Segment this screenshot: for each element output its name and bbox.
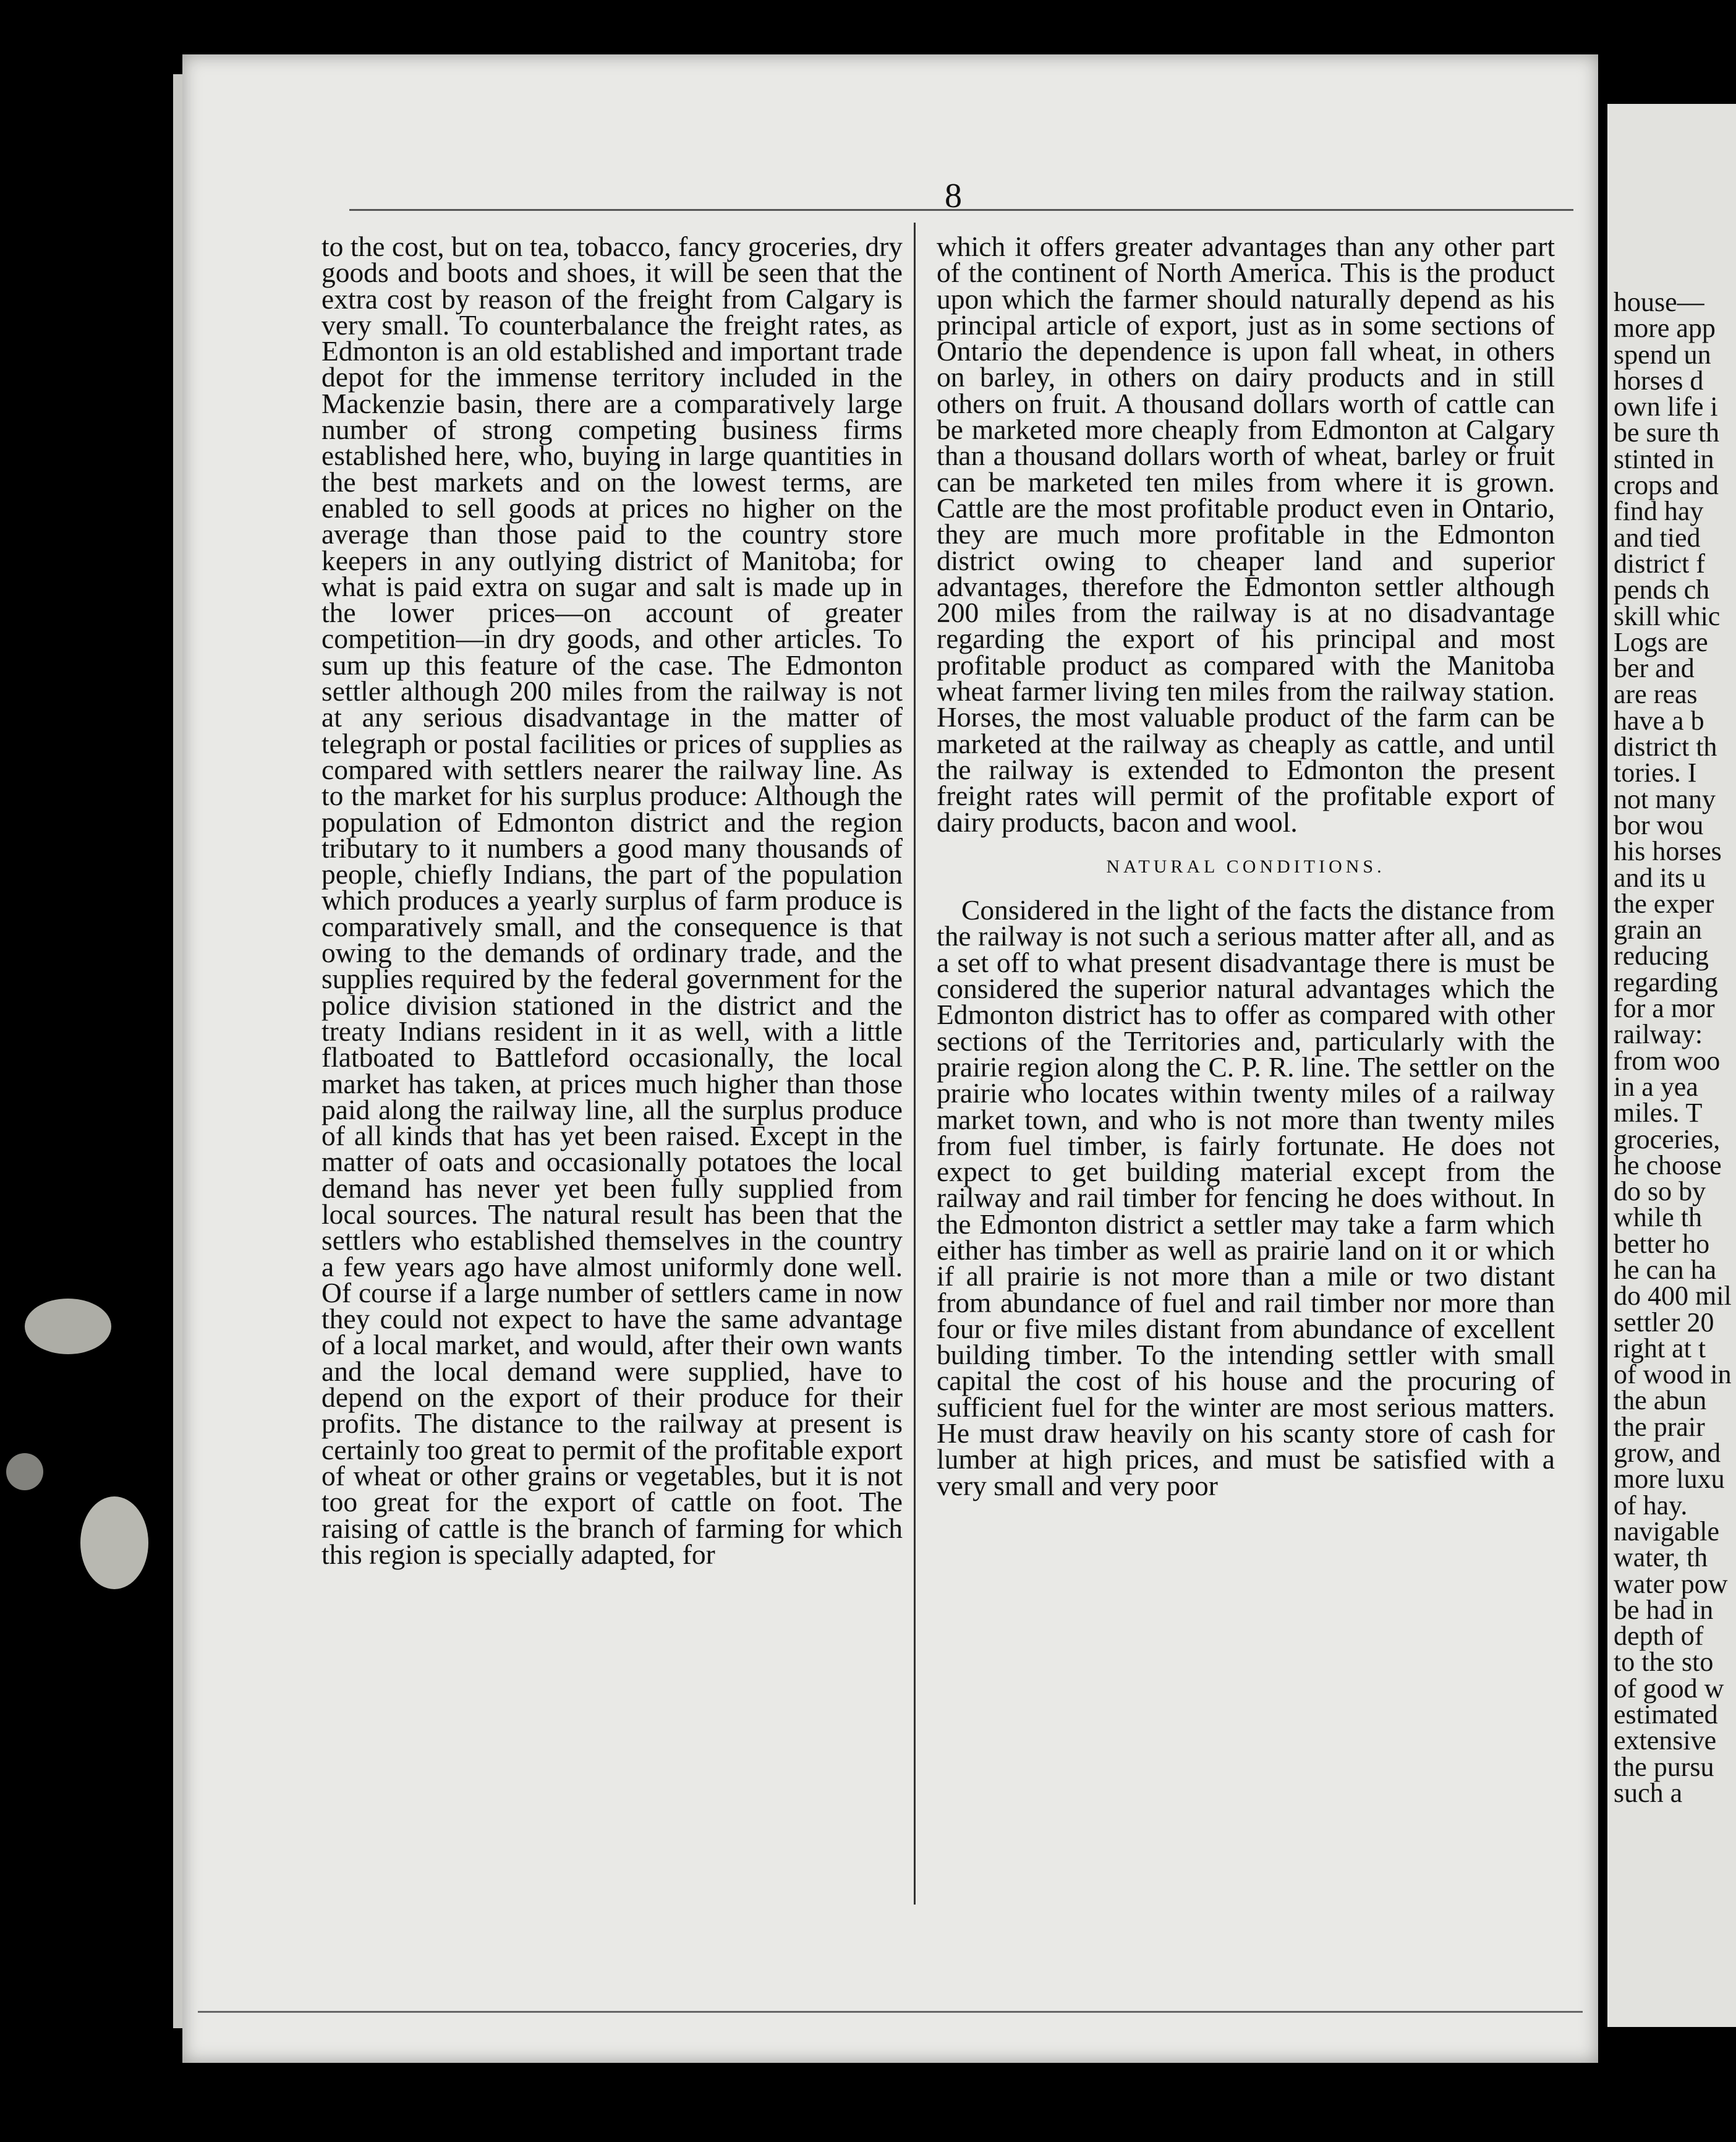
right-column xyxy=(937,231,1555,1501)
section-heading: NATURAL CONDITIONS. xyxy=(1106,856,1385,877)
right-column-top-text: which it offers greater advantages than any other part of the continent of North America. This is the product upon which the farmer should naturally depend as his principal article of export, just as in some sections of Ontario the dependence is upon fall wheat, in others on barley, in others on dairy products and in still others on fruit. A thousand dollars worth of cattle can be marketed more cheaply from Edmonton at Calgary than a thousand dollars worth of wheat, barley or fruit can be marketed ten miles from where it is grown. Cattle are the most profitable product even in Ontario, they are much more profitable in the Edmonton district owing to cheaper land and superior advantages, therefore the Edmonton settler although 200 miles from the railway is at no disadvantage regarding the export of his principal and most profitable product as compared with the Manitoba wheat farmer living ten miles from the railway station. Horses, the most valuable product of the farm can be marketed at the railway as cheaply as cattle, and until the railway is extended to Edmonton the present freight rates will permit of the profitable export of dairy products, bacon and wool. xyxy=(937,231,1555,838)
film-speck xyxy=(80,1496,148,1589)
left-column xyxy=(321,231,903,1570)
footer-rule xyxy=(198,2011,1583,2013)
page-number: 8 xyxy=(945,177,962,215)
right-column-bottom-text: Considered in the light of the facts the distance from the railway is not such a serious matter after all, and as a set off to what present disadvantage there is must be considered the superior natural advantages which the Edmonton district has to offer as compared with other sections of the Territories and, particularly with the prairie region along the C. P. R. line. The settler on the prairie who locates within twenty miles of a railway market town, and who is not more than twenty miles from fuel timber, is fairly fortunate. He does not expect to get building material except from the railway and rail timber for fencing he does without. In the Edmonton district a settler may take a farm which either has timber as well as prairie land on it or which if all prairie is not more than a mile or two distant from abundance of fuel and rail timber nor more than four or five miles distant from abundance of excellent building timber. To the intending settler with small capital the cost of his house and the procuring of sufficient fuel for the winter are most serious matters. He must draw heavily on his scanty store of cash for lumber at high prices, and must be satisfied with a very small and very poor xyxy=(937,894,1555,1501)
adjacent-page xyxy=(1607,104,1736,2027)
adjacent-page-text: house— more app spend un horses d own life i be sure th stinted in crops and find hay and tied district f pends ch skill whic Logs are ber and are reas have a b district th tories. I not many bor wou his horses and its u the exper grain an reducing regarding for a mor railway: from woo in a yea miles. T groceries, he choose do so by while th better ho he can ha do 400 mil settler 20 right at t of wood in the abun the prair grow, and more luxu of hay. navigable water, th water pow be had in depth of to the sto of good w estimated extensive the pursu such a xyxy=(1614,287,1732,1808)
column-divider xyxy=(914,223,916,1905)
film-speck xyxy=(25,1299,111,1354)
left-column-text: to the cost, but on tea, tobacco, fancy groceries, dry goods and boots and shoes, it will be seen that the extra cost by reason of the freight from Calgary is very small. To counterbalance the freight rates, as Edmonton is an old established and important trade depot for the immense territory included in the Mackenzie basin, there are a comparatively large number of strong competing business firms established here, who, buying in large quantities in the best markets and on the lowest terms, are enabled to sell goods at prices no higher on the average than those paid to the country store keepers in any outlying district of Manitoba; for what is paid extra on sugar and salt is made up in the lower prices—on account of greater competition—in dry goods, and other articles. To sum up this feature of the case. The Edmonton settler although 200 miles from the railway is not at any serious disadvantage in the matter of telegraph or postal facilities or prices of supplies as compared with settlers nearer the railway line. As to the market for his surplus produce: Although the population of Edmonton district and the region tributary to it numbers a good many thousands of people, chiefly Indians, the part of the population which produces a yearly surplus of farm produce is comparatively small, and the consequence is that owing to the demands of ordinary trade, and the supplies required by the federal government for the police division stationed in the district and the treaty Indians resident in it as well, with a little flatboated to Battleford occasionally, the local market has taken, at prices much higher than those paid along the railway line, all the surplus produce of all kinds that has yet been raised. Except in the matter of oats and occasionally potatoes the local demand has never yet been fully supplied from local sources. The natural result has been that the settlers who established themselves in the country a few years ago have almost uniformly done well. Of course if a large number of settlers came in now they could not expect to have the same advantage of a local market, and would, after their own wants and the local demand were supplied, have to depend on the export of their produce for their profits. The distance to the railway at present is certainly too great to permit of the profitable export of wheat or other grains or vegetables, but it is not too great for the export of cattle on foot. The raising of cattle is the branch of farming for which this region is specially adapted, for xyxy=(321,231,903,1570)
film-speck xyxy=(6,1453,43,1490)
